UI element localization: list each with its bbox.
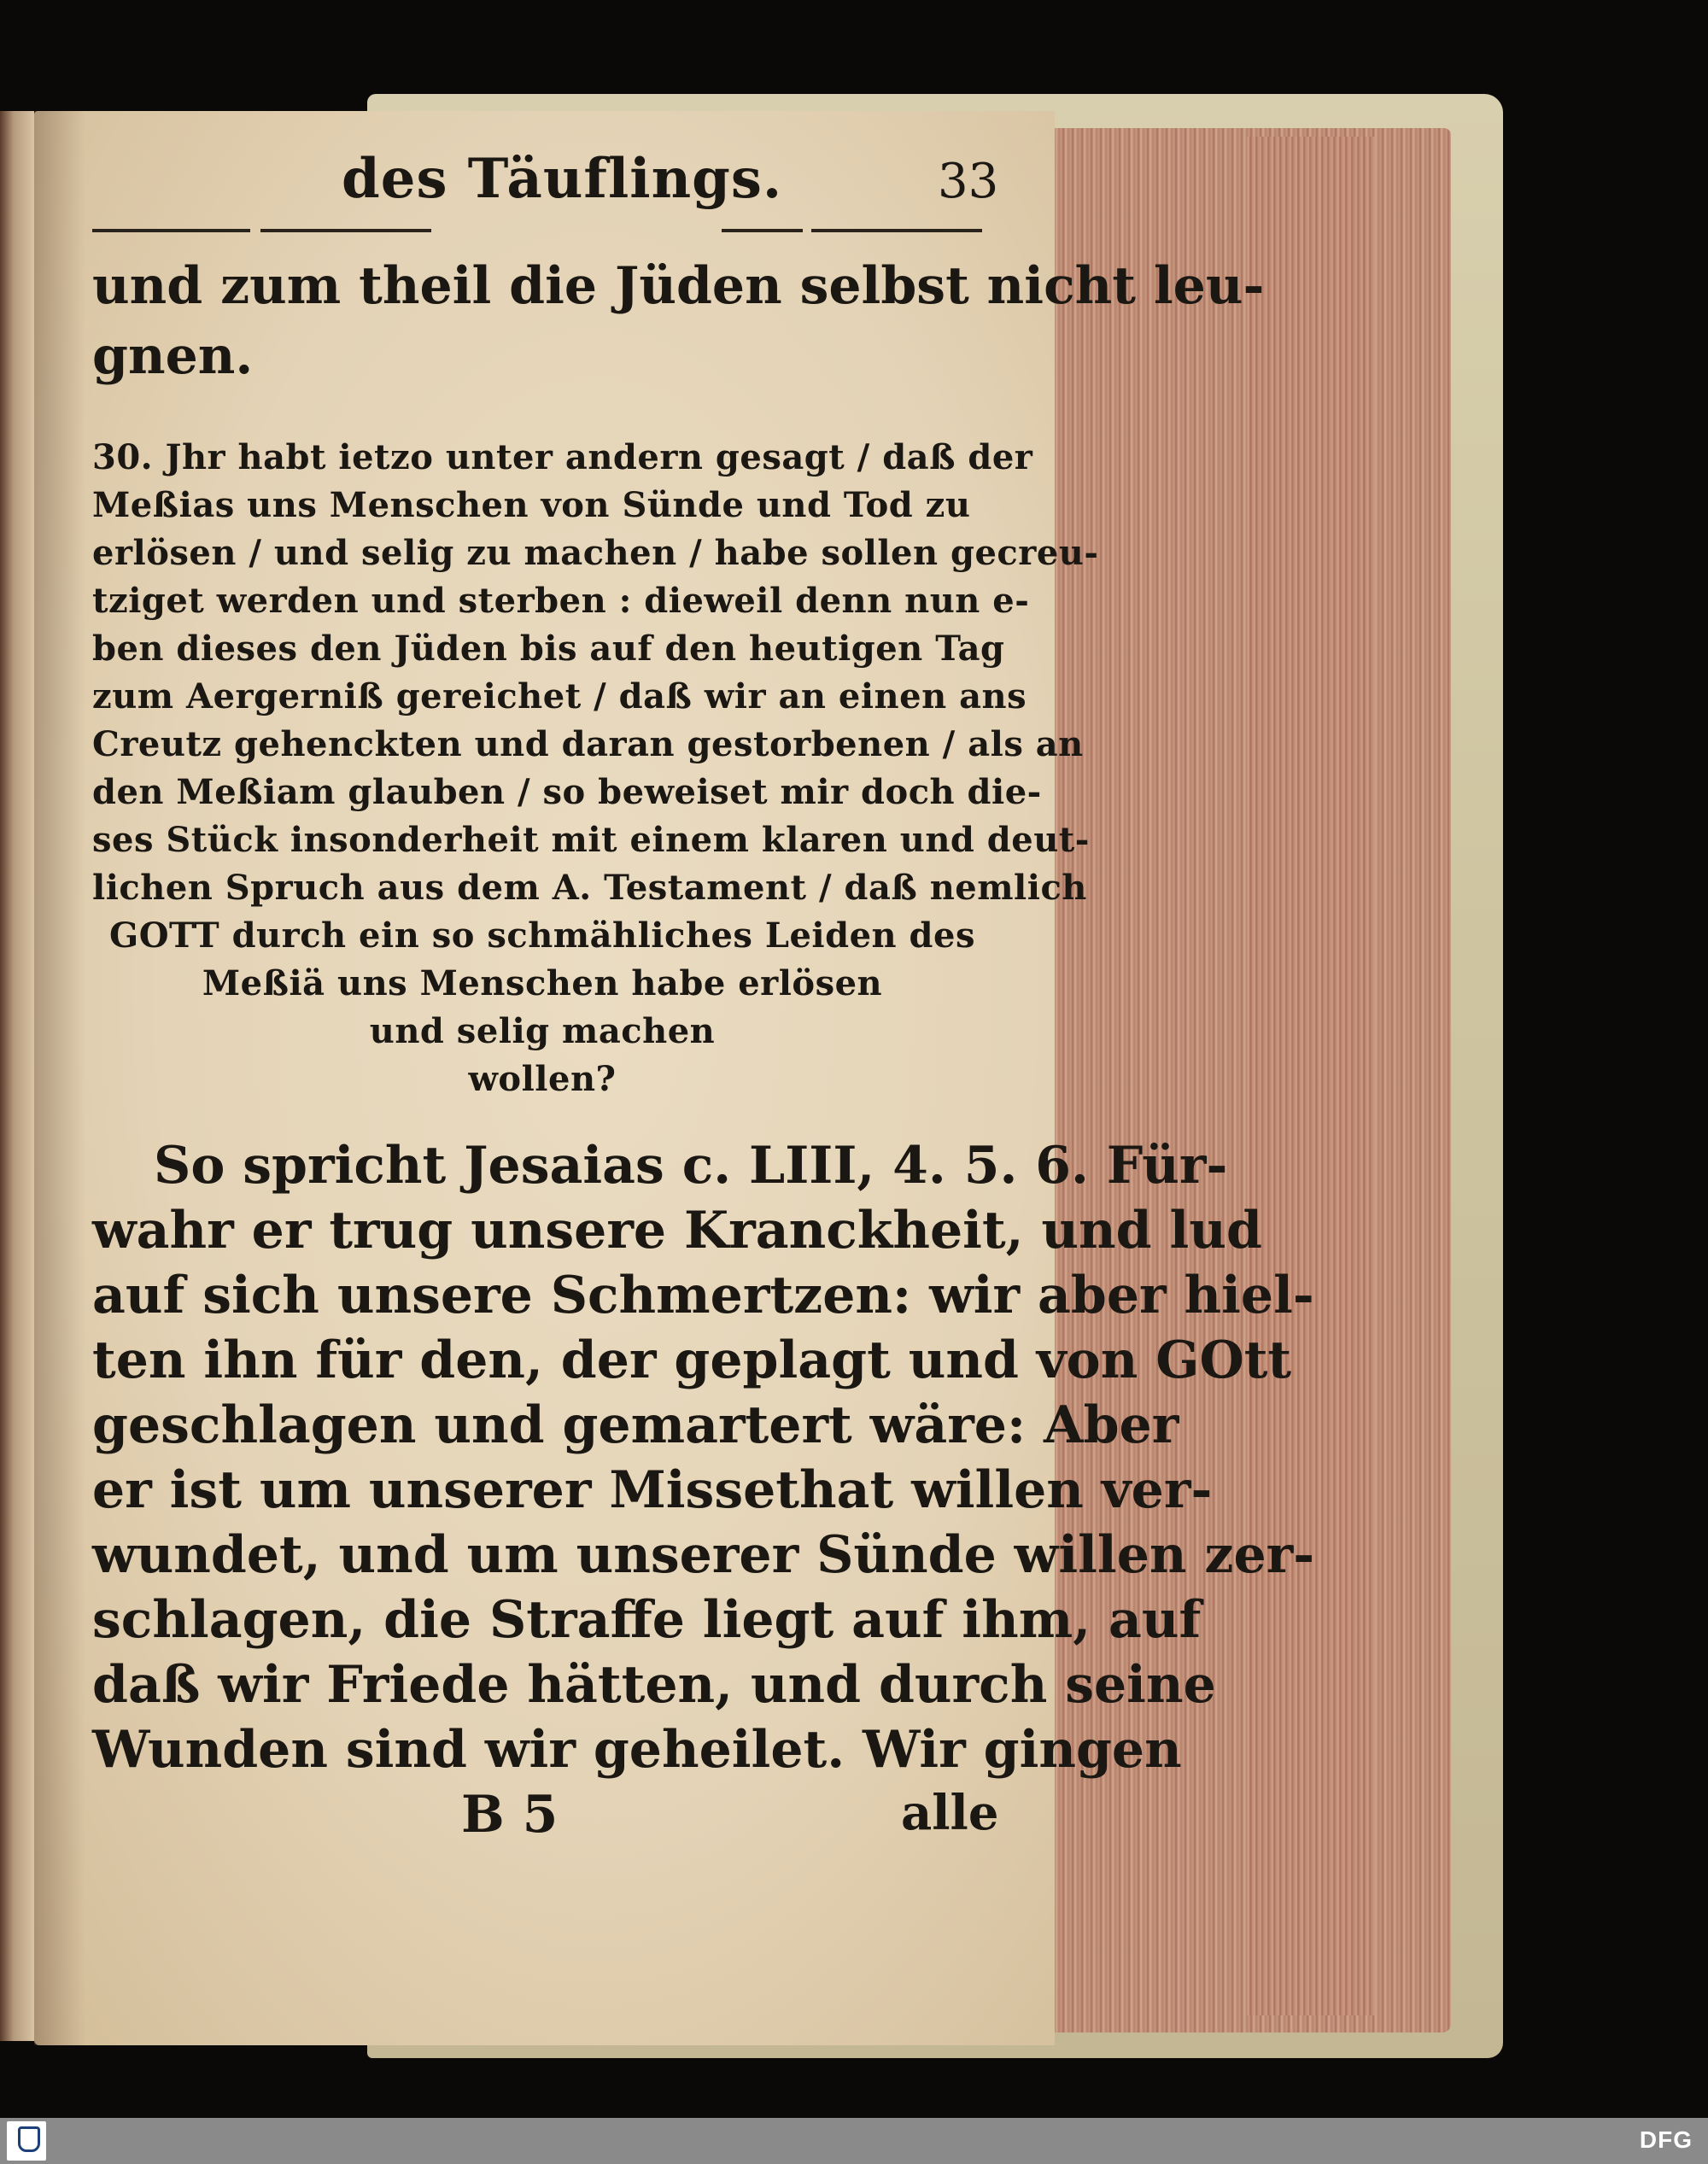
question-line: Creutz gehenckten und daran gestorbenen / als an bbox=[92, 724, 1084, 764]
answer-line: wahr er trug unsere Kranckheit, und lud bbox=[92, 1201, 1262, 1260]
answer-line: So spricht Jesaias c. LIII, 4. 5. 6. Für- bbox=[154, 1136, 1228, 1196]
page-fore-edge-inner bbox=[1247, 137, 1375, 2015]
intro-line: gnen. bbox=[92, 326, 254, 386]
question-line: ben dieses den Jüden bis auf den heutigen Tag bbox=[92, 629, 1005, 669]
question-line: ses Stück insonderheit mit einem klaren und deut- bbox=[92, 820, 1090, 860]
question-line: lichen Spruch aus dem A. Testament / daß nemlich bbox=[92, 868, 1087, 908]
question-line: Meßias uns Menschen von Sünde und Tod zu bbox=[92, 485, 971, 525]
catchword: alle bbox=[901, 1785, 999, 1841]
answer-line: auf sich unsere Schmertzen: wir aber hiel- bbox=[92, 1266, 1314, 1325]
header-rule-2 bbox=[260, 229, 431, 232]
question-centered-line: und selig machen bbox=[369, 1011, 716, 1051]
page-number: 33 bbox=[938, 154, 999, 209]
question-line: 30. Jhr habt ietzo unter andern gesagt / daß der bbox=[92, 437, 1033, 477]
signature-mark: B 5 bbox=[461, 1785, 559, 1845]
library-logo-icon bbox=[7, 2121, 46, 2161]
answer-line: er ist um unserer Missethat willen ver- bbox=[92, 1460, 1213, 1520]
question-line: tziget werden und sterben : dieweil denn nun e- bbox=[92, 581, 1030, 621]
question-centered-line: wollen? bbox=[468, 1059, 617, 1099]
question-centered-line: Meßiä uns Menschen habe erlösen bbox=[202, 963, 883, 1003]
question-line: den Meßiam glauben / so beweiset mir doch die- bbox=[92, 772, 1042, 812]
answer-line: schlagen, die Straffe liegt auf ihm, auf bbox=[92, 1590, 1202, 1650]
running-header-title: des Täuflings. bbox=[342, 147, 783, 211]
question-centered-line: GOTT durch ein so schmähliches Leiden des bbox=[109, 915, 975, 956]
answer-line: wundet, und um unserer Sünde willen zer- bbox=[92, 1525, 1315, 1585]
question-line: zum Aergerniß gereichet / daß wir an einen ans bbox=[92, 676, 1027, 716]
viewer-footer-bar bbox=[0, 2118, 1708, 2164]
answer-line: geschlagen und gemartert wäre: Aber bbox=[92, 1395, 1179, 1455]
header-rule-4 bbox=[811, 229, 982, 232]
answer-line: Wunden sind wir geheilet. Wir gingen bbox=[92, 1720, 1182, 1780]
header-rule-1 bbox=[92, 229, 250, 232]
answer-line: daß wir Friede hätten, und durch seine bbox=[92, 1655, 1216, 1715]
header-rule-3 bbox=[722, 229, 803, 232]
intro-line: und zum theil die Jüden selbst nicht leu- bbox=[92, 256, 1265, 316]
answer-line: ten ihn für den, der geplagt und von GOtt bbox=[92, 1331, 1292, 1390]
question-line: erlösen / und selig zu machen / habe sollen gecreu- bbox=[92, 533, 1099, 573]
dfg-logo: DFG bbox=[1639, 2126, 1693, 2153]
